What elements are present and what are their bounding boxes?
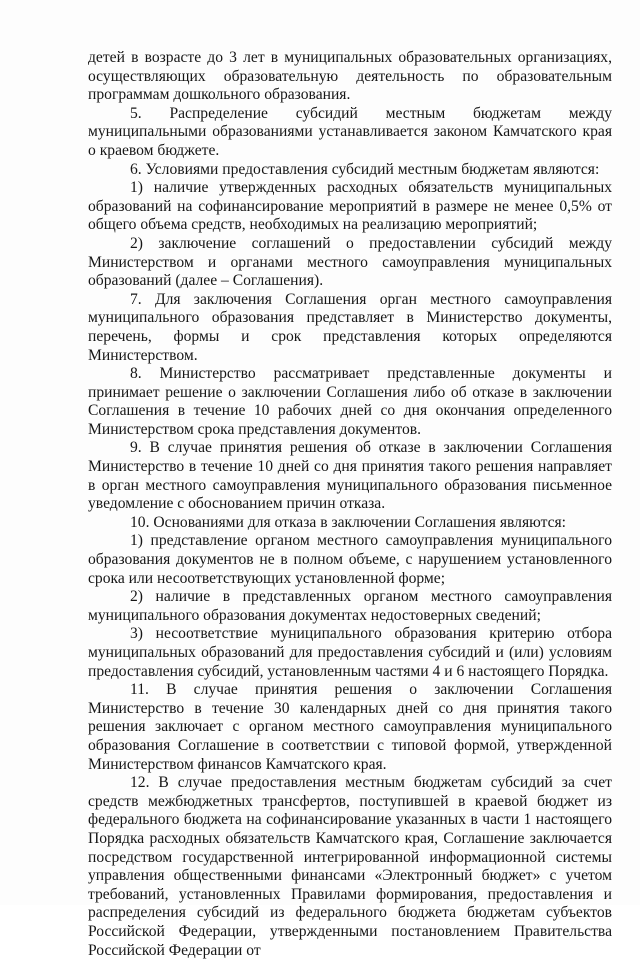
paragraph-item-10: 10. Основаниями для отказа в заключении Соглашения являются:: [130, 513, 567, 531]
paragraph-item-7: 7. Для заключения Соглашения орган местного самоуправления муниципального образования представляет в Министерство документы, перечень, формы и срок представления которых определяются Министерством.: [88, 290, 612, 364]
paragraph-item-10-3: 3) несоответствие муниципального образования критерию отбора муниципальных образований для предоставления субсидий и (или) условиям предоставления субсидий, установленным частями 4 и 6 настоящего Порядка.: [88, 625, 612, 680]
paragraph-item-10-2: 2) наличие в представленных органом местного самоуправления муниципального образования документах недостоверных сведений;: [88, 588, 612, 624]
paragraph-item-10-1: 1) представление органом местного самоуправления муниципального образования документов не в полном объеме, с нарушением установленного срока или несоответствующих установленной форме;: [88, 532, 612, 587]
paragraph-continuation: детей в возрасте до 3 лет в муниципальных образовательных организациях, осуществляющих образовательную деятельность по образовательным программам дошкольного образования.: [88, 49, 612, 104]
paragraph-item-12: 12. В случае предоставления местным бюджетам субсидий за счет средств межбюджетных трансфертов, поступившей в краевой бюджет из федерального бюджета на софинансирование указанных в части 1 настоящего Порядка расходных обязательств Камчатского края, Соглашение заключается посредством государственной интегрированной информационной системы управления общественными финансами «Электронный бюджет» с учетом требований, установленных Правилами формирования, предоставления и распределения субсидий из федерального бюджета бюджетам субъектов Российской Федерации, утвержденными постановлением Правительства Российской Федерации от: [88, 774, 612, 959]
paragraph-item-6-2: 2) заключение соглашений о предоставлении субсидий между Министерством и органами местного самоуправления муниципальных образований (далее – Соглашения).: [88, 234, 612, 290]
paragraph-item-6-1: 1) наличие утвержденных расходных обязательств муниципальных образований на софинансирование мероприятий в размере не менее 0,5% от общего объема средств, необходимых на реализацию мероприятий;: [88, 179, 612, 234]
paragraph-item-8: 8. Министерство рассматривает представленные документы и принимает решение о заключении Соглашения либо об отказе в заключении Соглашения в течение 10 рабочих дней со дня окончания определенного Министерством срока представления документов.: [88, 365, 612, 438]
paragraph-item-11: 11. В случае принятия решения о заключении Соглашения Министерство в течение 30 календарных дней со дня принятия такого решения заключает с органом местного самоуправления муниципального образования Соглашение в соответствии с типовой формой, утвержденной Министерством финансов Камчатского края.: [88, 681, 612, 773]
paragraph-item-5: 5. Распределение субсидий местным бюджетам между муниципальными образованиями устанавливается законом Камчатского края о краевом бюджете.: [88, 104, 612, 159]
paragraph-item-6: 6. Условиями предоставления субсидий местным бюджетам являются:: [130, 160, 600, 178]
paragraph-item-9: 9. В случае принятия решения об отказе в заключении Соглашения Министерство в течение 10 дней со дня принятия такого решения направляет в орган местного самоуправления муниципального образования письменное уведомление с обоснованием причин отказа.: [88, 439, 612, 513]
document-text-body: [88, 49, 612, 960]
